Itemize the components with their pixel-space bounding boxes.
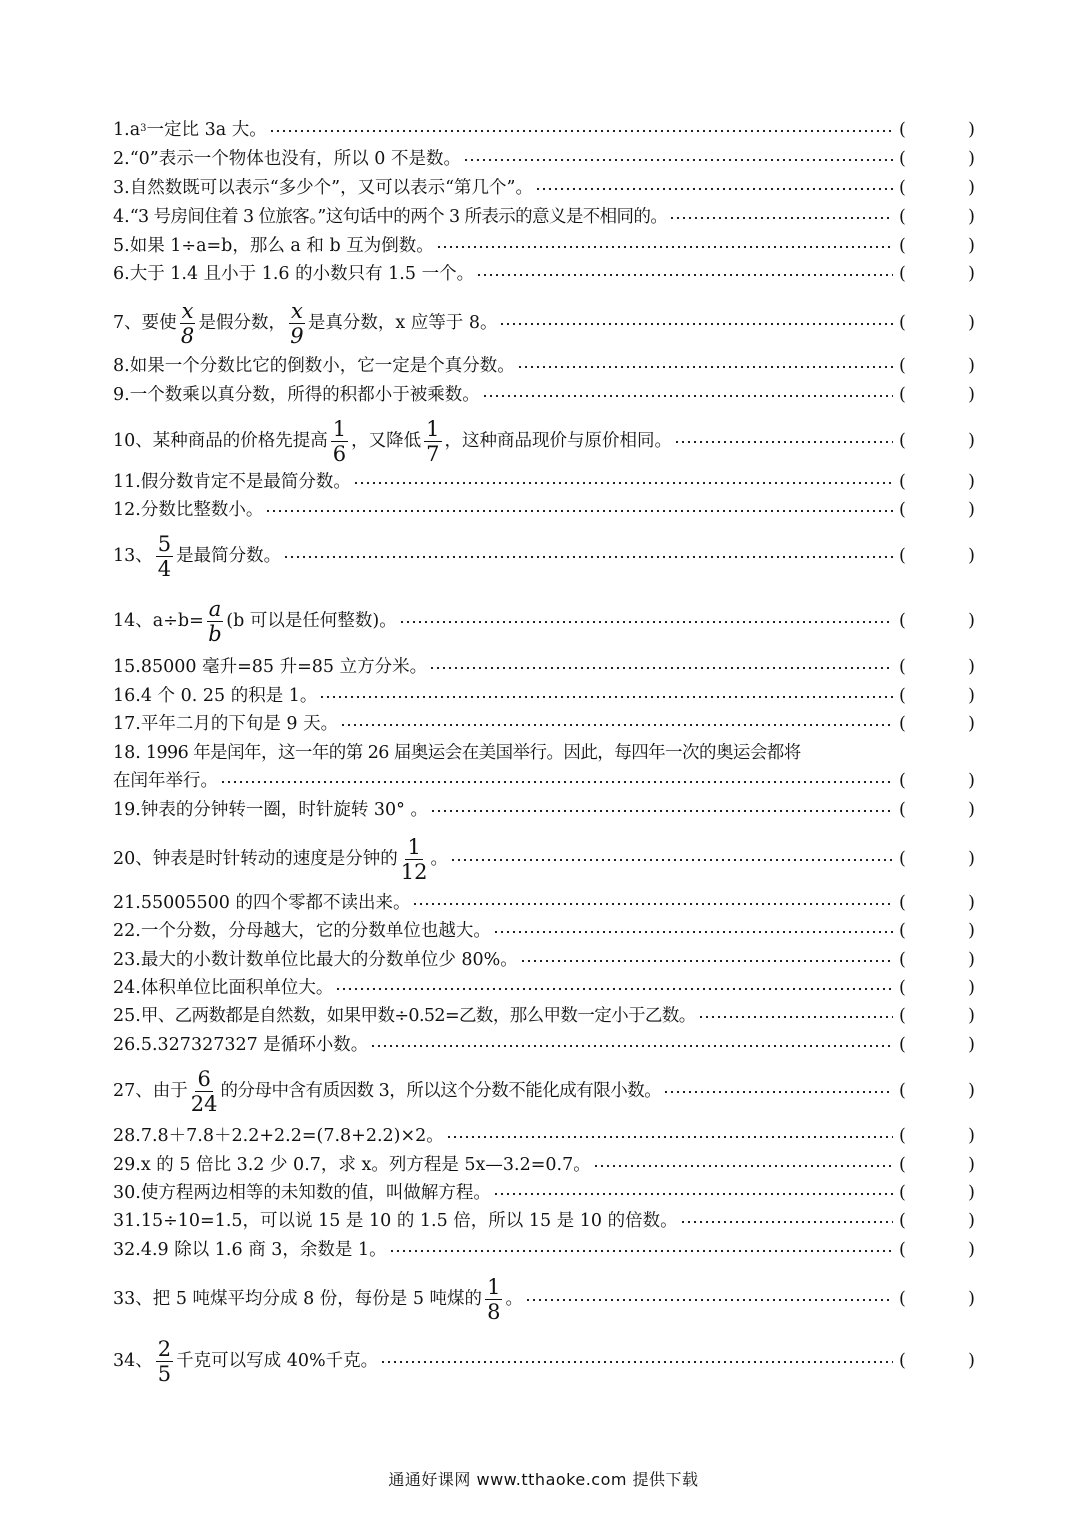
dot-leader xyxy=(663,1091,893,1093)
question-10 xyxy=(113,418,975,465)
question-text: 假分数肯定不是最简分数。 xyxy=(140,472,351,492)
question-number: 1. xyxy=(113,120,130,140)
question-text: 4.9 除以 1.6 商 3，余数是 1。 xyxy=(140,1240,387,1260)
dot-leader xyxy=(493,931,893,933)
answer-blank[interactable]: ( ) xyxy=(899,686,975,706)
dot-leader xyxy=(517,366,893,368)
question-text: 。 xyxy=(430,848,449,869)
question-4 xyxy=(113,209,975,227)
answer-blank[interactable]: ( ) xyxy=(899,657,975,677)
answer-blank[interactable]: ( ) xyxy=(899,149,975,169)
question-number: 30. xyxy=(113,1183,141,1203)
question-number: 22. xyxy=(113,921,141,941)
question-text: 如果 1÷a=b，那么 a 和 b 互为倒数。 xyxy=(129,236,434,256)
question-17 xyxy=(113,716,975,734)
answer-blank[interactable]: ( ) xyxy=(899,771,975,791)
question-text: 钟表的分钟转一圈，时针旋转 30° 。 xyxy=(140,800,428,820)
question-number: 31. xyxy=(113,1211,141,1231)
fraction: $\frac{1}{12}$ xyxy=(400,835,428,885)
question-text: 自然数既可以表示“多少个”，又可以表示“第几个”。 xyxy=(129,178,533,198)
answer-blank[interactable]: ( ) xyxy=(899,1211,975,1231)
answer-blank[interactable]: ( ) xyxy=(899,1080,975,1101)
question-number: 8. xyxy=(113,356,130,376)
question-text: 要使 xyxy=(141,312,177,333)
dot-leader xyxy=(463,159,893,161)
question-text: 是假分数， xyxy=(198,312,286,333)
dot-leader xyxy=(436,246,893,248)
question-text: 由于 xyxy=(152,1080,188,1101)
question-text: 平年二月的下旬是 9 天。 xyxy=(140,714,339,734)
question-9 xyxy=(113,387,975,405)
fraction: $\frac{6}{24}$ xyxy=(190,1067,218,1117)
question-number: 15. xyxy=(113,657,141,677)
question-text: 是真分数，x 应等于 8。 xyxy=(307,312,498,333)
dot-leader xyxy=(283,556,893,558)
question-number: 27、 xyxy=(113,1080,153,1101)
answer-blank[interactable]: ( ) xyxy=(899,472,975,492)
question-text: a xyxy=(129,120,141,140)
answer-blank[interactable]: ( ) xyxy=(899,120,975,140)
question-text: 如果一个分数比它的倒数小，它一定是个真分数。 xyxy=(129,356,515,376)
dot-leader xyxy=(493,1193,893,1195)
dot-leader xyxy=(412,903,893,905)
answer-blank[interactable]: ( ) xyxy=(899,950,975,970)
question-text: (b 可以是任何整数)。 xyxy=(226,610,397,631)
answer-blank[interactable]: ( ) xyxy=(899,1288,975,1309)
answer-blank[interactable]: ( ) xyxy=(899,264,975,284)
superscript: 3 xyxy=(140,122,147,134)
answer-blank[interactable]: ( ) xyxy=(899,385,975,405)
question-number: 3. xyxy=(113,178,130,198)
question-number: 25. xyxy=(113,1006,141,1026)
question-text: 85000 毫升=85 升=85 立方分米。 xyxy=(140,657,428,677)
fraction: $\frac{x}{8}$ xyxy=(180,299,195,349)
question-text: 在闰年举行。 xyxy=(113,771,218,791)
question-text: ，这种商品现价与原价相同。 xyxy=(444,430,673,451)
answer-blank[interactable]: ( ) xyxy=(899,1240,975,1260)
question-number: 18. xyxy=(113,743,141,763)
question-5 xyxy=(113,238,975,256)
question-text: 。 xyxy=(505,1288,523,1309)
dot-leader xyxy=(669,217,893,219)
question-number: 32. xyxy=(113,1240,141,1260)
question-number: 5. xyxy=(113,236,130,256)
question-number: 19. xyxy=(113,800,141,820)
dot-leader xyxy=(680,1221,893,1223)
answer-blank[interactable]: ( ) xyxy=(899,1350,975,1371)
question-8 xyxy=(113,358,975,376)
dot-leader xyxy=(269,130,893,132)
question-text: x 的 5 倍比 3.2 少 0.7，求 x。列方程是 5x—3.2=0.7。 xyxy=(140,1155,591,1175)
fraction: $\frac{a}{b}$ xyxy=(208,597,222,647)
question-30 xyxy=(113,1185,975,1203)
dot-leader xyxy=(265,510,893,512)
question-number: 17. xyxy=(113,714,141,734)
dot-leader xyxy=(429,667,893,669)
answer-blank[interactable]: ( ) xyxy=(899,356,975,376)
question-text: ，又降低 xyxy=(351,430,422,451)
question-text: 一个数乘以真分数，所得的积都小于被乘数。 xyxy=(129,385,480,405)
answer-blank[interactable]: ( ) xyxy=(899,800,975,820)
question-1 xyxy=(113,122,975,140)
question-16 xyxy=(113,688,975,706)
answer-blank[interactable]: ( ) xyxy=(899,610,975,631)
question-13 xyxy=(113,533,975,580)
question-33 xyxy=(113,1276,975,1323)
question-2 xyxy=(113,151,975,169)
answer-blank[interactable]: ( ) xyxy=(899,893,975,913)
question-text: 最大的小数计数单位比最大的分数单位少 80%。 xyxy=(140,950,518,970)
question-text: 体积单位比面积单位大。 xyxy=(140,978,334,998)
question-22 xyxy=(113,923,975,941)
question-number: 28. xyxy=(113,1126,141,1146)
dot-leader xyxy=(674,441,893,443)
dot-leader xyxy=(399,621,893,623)
dot-leader xyxy=(482,395,893,397)
question-27 xyxy=(113,1068,975,1115)
question-20 xyxy=(113,836,975,883)
question-6 xyxy=(113,266,975,284)
question-number: 14、 xyxy=(113,610,153,631)
question-number: 4. xyxy=(113,207,130,227)
dot-leader xyxy=(430,810,893,812)
question-number: 29. xyxy=(113,1155,141,1175)
question-number: 26. xyxy=(113,1035,141,1055)
fraction: $\frac{1}{6}$ xyxy=(332,417,347,467)
answer-blank[interactable]: ( ) xyxy=(899,848,975,869)
dot-leader xyxy=(535,188,893,190)
question-19 xyxy=(113,802,975,820)
dot-leader xyxy=(353,482,893,484)
question-text: 钟表是时针转动的速度是分钟的 xyxy=(152,848,398,869)
question-number: 12. xyxy=(113,500,141,520)
answer-blank[interactable]: ( ) xyxy=(899,978,975,998)
answer-blank[interactable]: ( ) xyxy=(899,430,975,451)
dot-leader xyxy=(446,1136,893,1138)
answer-blank[interactable]: ( ) xyxy=(899,1006,975,1026)
question-text: 某种商品的价格先提高 xyxy=(152,430,328,451)
question-number: 34、 xyxy=(113,1350,153,1371)
fraction: $\frac{5}{4}$ xyxy=(157,532,172,582)
answer-blank[interactable]: ( ) xyxy=(899,1126,975,1146)
dot-leader xyxy=(698,1016,893,1018)
question-text: 大于 1.4 且小于 1.6 的小数只有 1.5 一个。 xyxy=(129,264,475,284)
dot-leader xyxy=(593,1165,893,1167)
dot-leader xyxy=(319,696,893,698)
question-text: 5.327327327 是循环小数。 xyxy=(140,1035,369,1055)
dot-leader xyxy=(340,724,893,726)
question-number: 13、 xyxy=(113,545,153,566)
question-number: 20、 xyxy=(113,848,153,869)
answer-blank[interactable]: ( ) xyxy=(899,1183,975,1203)
answer-blank[interactable]: ( ) xyxy=(899,921,975,941)
dot-leader xyxy=(335,988,893,990)
question-text: 是最简分数。 xyxy=(176,545,282,566)
answer-blank[interactable]: ( ) xyxy=(899,714,975,734)
question-28 xyxy=(113,1128,975,1146)
question-12 xyxy=(113,502,975,520)
page-footer: 通通好课网 www.tthaoke.com 提供下载 xyxy=(388,1470,699,1489)
question-text: 4 个 0. 25 的积是 1。 xyxy=(140,686,318,706)
question-29 xyxy=(113,1157,975,1175)
answer-blank[interactable]: ( ) xyxy=(899,500,975,520)
answer-blank[interactable]: ( ) xyxy=(899,545,975,566)
dot-leader xyxy=(220,781,893,783)
question-text: 55005500 的四个零都不读出来。 xyxy=(140,893,411,913)
question-text: “3 号房间住着 3 位旅客。”这句话中的两个 3 所表示的意义是不相同的。 xyxy=(129,207,668,227)
fraction: $\frac{x}{9}$ xyxy=(290,299,304,349)
answer-blank[interactable]: ( ) xyxy=(899,236,975,256)
question-text: “0”表示一个物体也没有，所以 0 不是数。 xyxy=(129,149,461,169)
question-34 xyxy=(113,1338,975,1385)
question-text: 1996 年是闰年，这一年的第 26 届奥运会在美国举行。因此，每四年一次的奥运会都将 xyxy=(140,743,801,763)
question-text: 甲、乙两数都是自然数，如果甲数÷0.52=乙数，那么甲数一定小于乙数。 xyxy=(140,1006,696,1026)
question-26 xyxy=(113,1037,975,1055)
question-text: 一定比 3a 大。 xyxy=(146,120,267,140)
question-number: 11. xyxy=(113,472,141,492)
question-number: 23. xyxy=(113,950,141,970)
question-number: 21. xyxy=(113,893,141,913)
question-text: 7.8＋7.8＋2.2+2.2=(7.8+2.2)×2。 xyxy=(140,1126,444,1146)
answer-blank[interactable]: ( ) xyxy=(899,312,975,333)
answer-blank[interactable]: ( ) xyxy=(899,1155,975,1175)
question-number: 33、 xyxy=(113,1288,153,1309)
question-23 xyxy=(113,952,975,970)
dot-leader xyxy=(520,960,893,962)
dot-leader xyxy=(370,1045,893,1047)
dot-leader xyxy=(525,1299,893,1301)
question-32 xyxy=(113,1242,975,1260)
question-text: 15÷10=1.5，可以说 15 是 10 的 1.5 倍，所以 15 是 10 的倍数。 xyxy=(140,1211,678,1231)
question-25 xyxy=(113,1008,975,1026)
question-text: 使方程两边相等的未知数的值，叫做解方程。 xyxy=(140,1183,491,1203)
question-31 xyxy=(113,1213,975,1231)
question-number: 24. xyxy=(113,978,141,998)
question-14 xyxy=(113,598,975,645)
question-number: 10、 xyxy=(113,430,153,451)
question-11 xyxy=(113,474,975,492)
fraction: $\frac{1}{7}$ xyxy=(426,417,440,467)
question-number: 6. xyxy=(113,264,130,284)
question-text: 的分母中含有质因数 3，所以这个分数不能化成有限小数。 xyxy=(220,1080,662,1101)
dot-leader xyxy=(389,1250,893,1252)
question-number: 2. xyxy=(113,149,130,169)
question-text: 把 5 吨煤平均分成 8 份，每份是 5 吨煤的 xyxy=(152,1288,483,1309)
answer-blank[interactable]: ( ) xyxy=(899,1035,975,1055)
answer-blank[interactable]: ( ) xyxy=(899,178,975,198)
question-18 xyxy=(113,745,975,763)
fraction: $\frac{1}{8}$ xyxy=(487,1275,501,1325)
question-number: 9. xyxy=(113,385,130,405)
question-number: 7、 xyxy=(113,312,142,333)
question-number: 16. xyxy=(113,686,141,706)
dot-leader xyxy=(499,323,893,325)
question-7 xyxy=(113,300,975,347)
question-15 xyxy=(113,659,975,677)
question-text: a÷b= xyxy=(152,610,204,631)
question-18-continued xyxy=(113,773,975,791)
dot-leader xyxy=(450,859,893,861)
question-21 xyxy=(113,895,975,913)
fraction: $\frac{2}{5}$ xyxy=(157,1337,172,1387)
question-3 xyxy=(113,180,975,198)
question-text: 分数比整数小。 xyxy=(140,500,264,520)
question-text: 千克可以写成 40%千克。 xyxy=(176,1350,379,1371)
question-text: 一个分数，分母越大，它的分数单位也越大。 xyxy=(140,921,491,941)
question-24 xyxy=(113,980,975,998)
answer-blank[interactable]: ( ) xyxy=(899,207,975,227)
dot-leader xyxy=(380,1361,893,1363)
dot-leader xyxy=(476,274,893,276)
